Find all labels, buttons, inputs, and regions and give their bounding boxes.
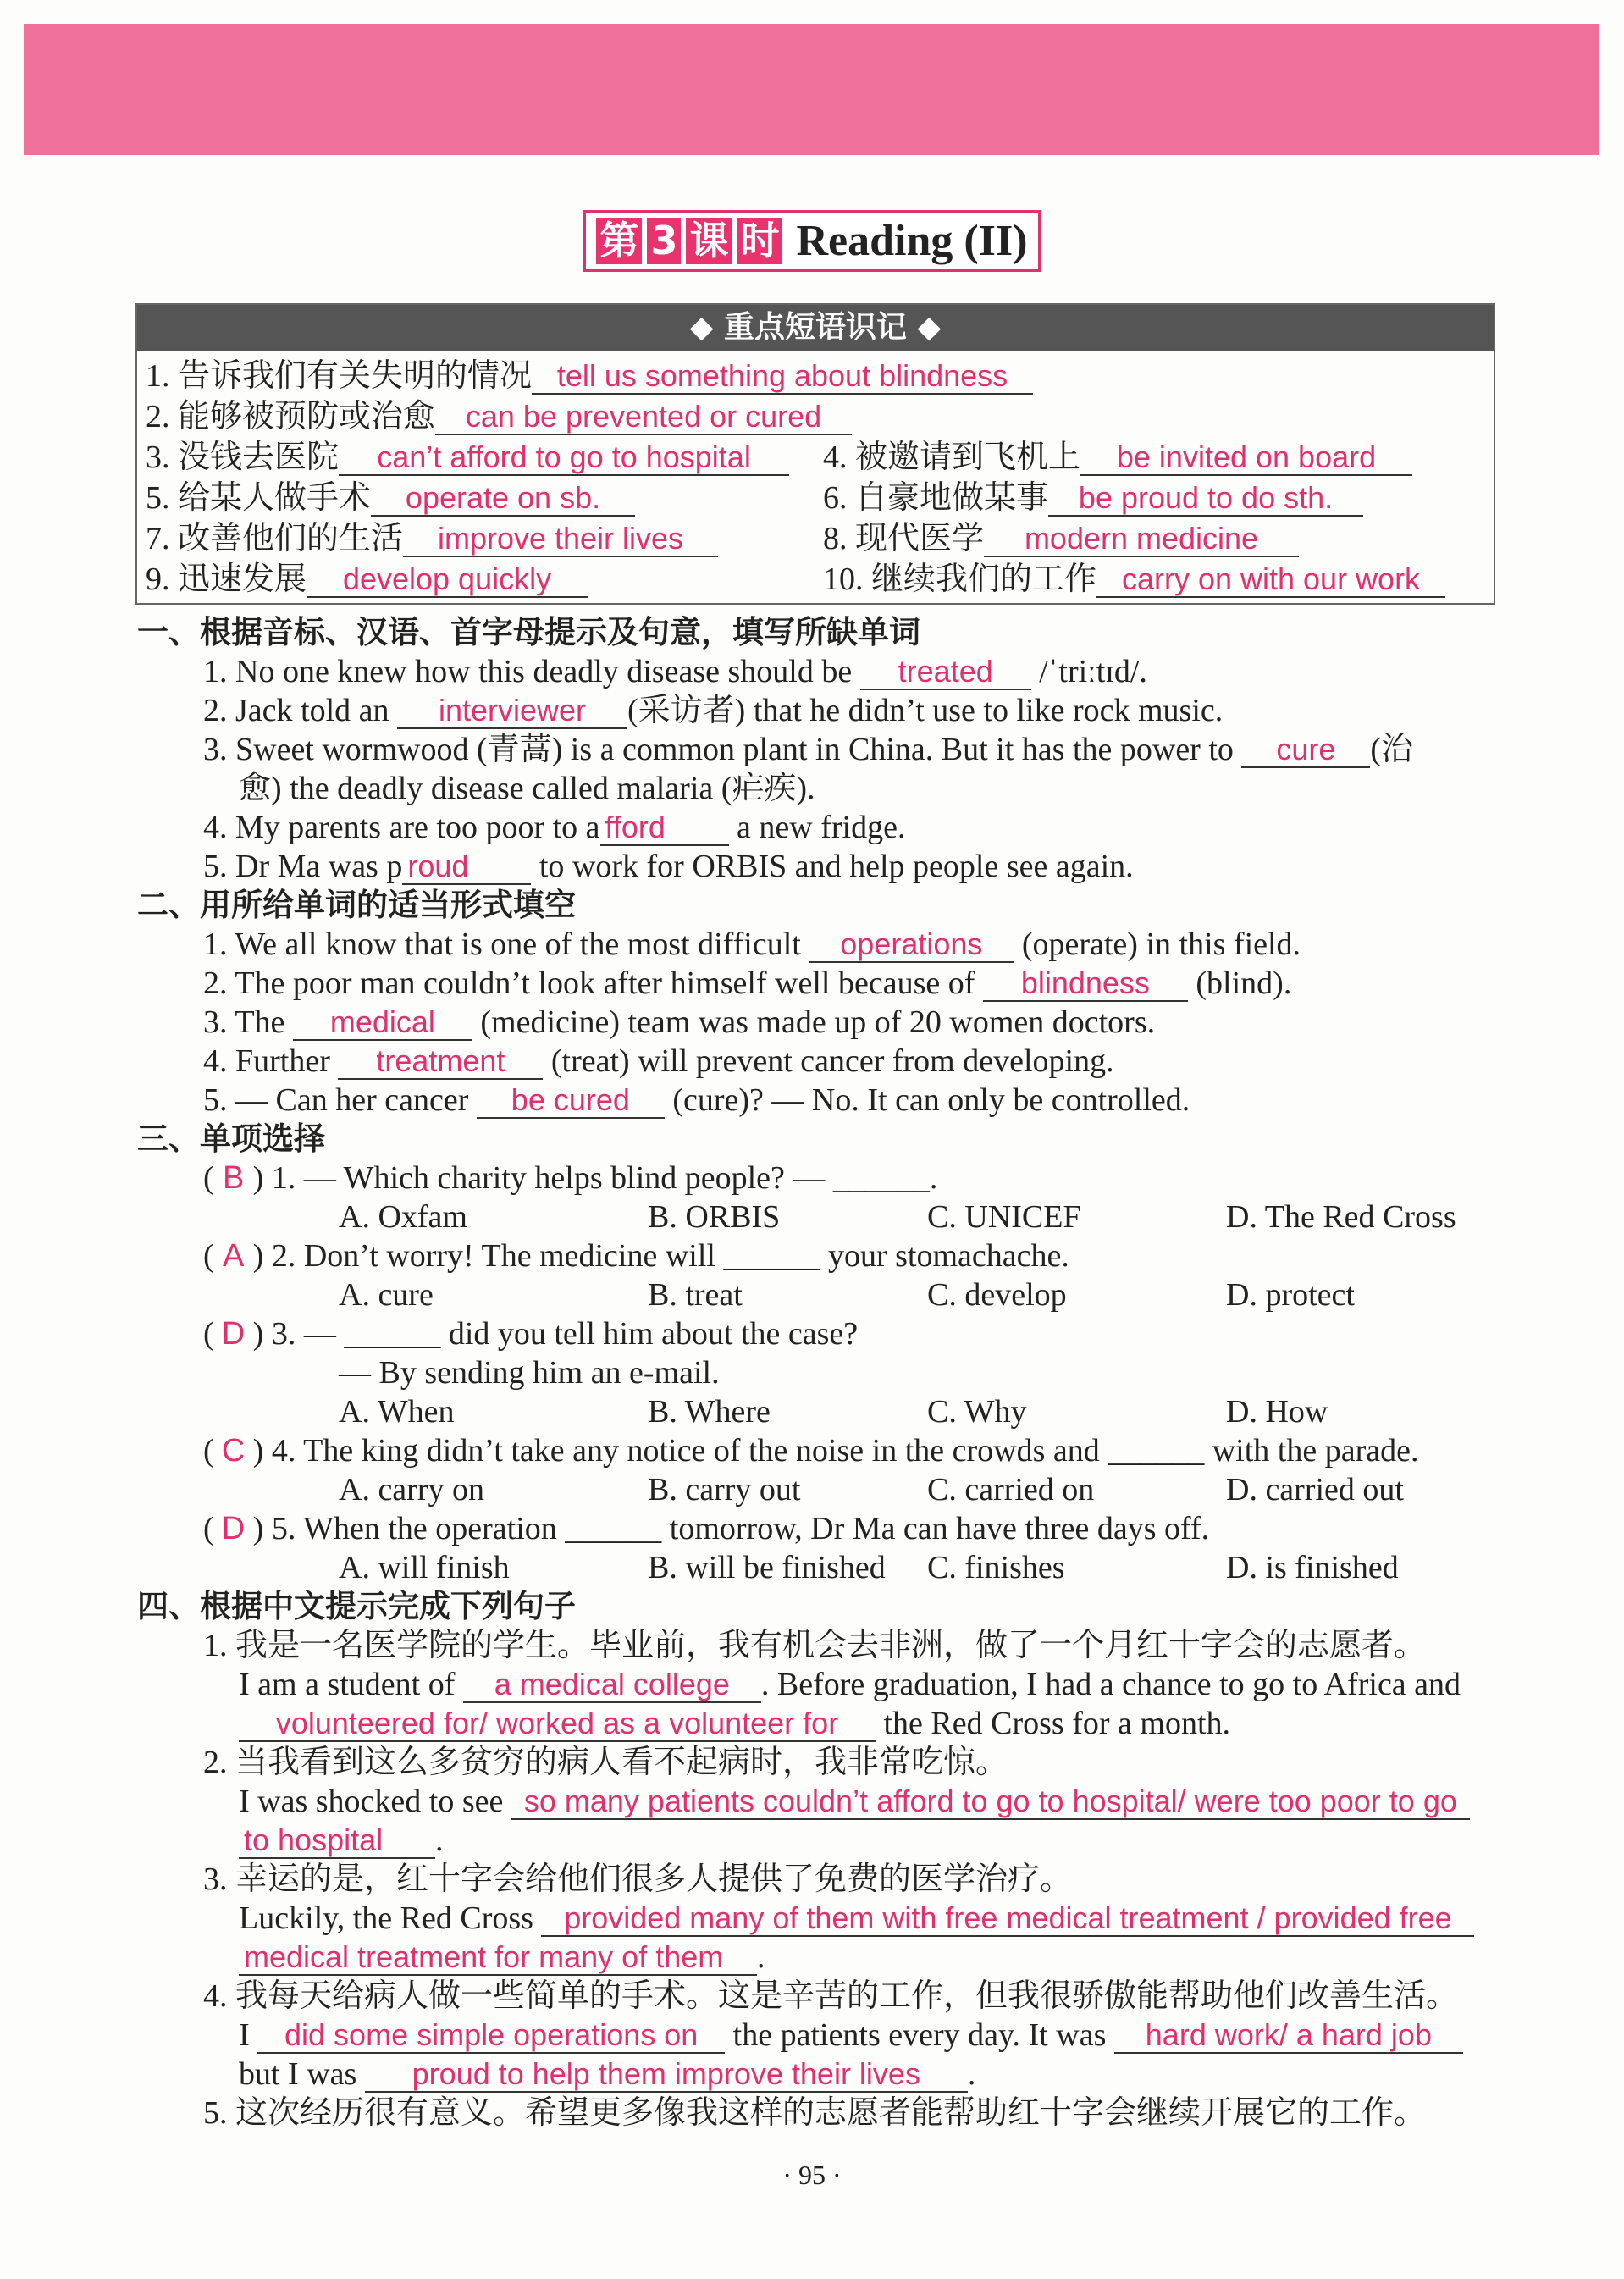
s1-question-1: 1. No one knew how this deadly disease should be treated /ˈtriːtɪd/.: [203, 654, 1147, 689]
s2-answer-1: operations: [809, 927, 1014, 963]
s2-question-2: 2. The poor man couldn’t look after himself well because of blindness (blind).: [203, 965, 1292, 1001]
phrase-answer: tell us something about blindness: [532, 358, 1033, 395]
key-phrases-box: [135, 303, 1495, 605]
s1-question-2: 2. Jack told an interviewer (采访者) that he didn’t use to like rock music.: [203, 693, 1224, 728]
mc-option: C. finishes: [927, 1550, 1065, 1585]
s4-question-3: Luckily, the Red Cross provided many of them with free medical treatment / provided free: [239, 1899, 1474, 1938]
s1-question-3-cont: 愈) the deadly disease called malaria (疟疾).: [239, 771, 815, 806]
s4-answer-4a: did some simple operations on: [257, 2017, 725, 2054]
lesson-title-text: Reading (II): [796, 217, 1028, 265]
phrase-item: 5. 给某人做手术 operate on sb.: [146, 478, 635, 518]
s2-answer-3: medical: [293, 1004, 472, 1041]
s1-question-4: 4. My parents are too poor to a fford a new fridge.: [203, 810, 906, 845]
mc-option: D. The Red Cross: [1226, 1199, 1456, 1235]
s4-answer-2a: so many patients couldn’t afford to go to hospital/ were too poor to go: [511, 1784, 1470, 1820]
s4-question-2: I was shocked to see so many patients couldn’t afford to go to hospital/ were too poor to go: [239, 1782, 1470, 1821]
mc-option: A. cure: [339, 1277, 434, 1313]
s4-question-2-cont: to hospital .: [239, 1821, 444, 1860]
s2-answer-4: treatment: [338, 1043, 543, 1080]
page-number: · 95 ·: [782, 2160, 842, 2190]
s4-answer-4c: proud to help them improve their lives: [365, 2056, 968, 2093]
phrase-item: 2. 能够被预防或治愈 can be prevented or cured: [146, 396, 852, 437]
mc-question-3: ( D ) 3. — ______ did you tell him about the case?: [203, 1316, 859, 1352]
phrase-item: 8. 现代医学 modern medicine: [823, 518, 1299, 559]
s4-question-3-cont: medical treatment for many of them .: [239, 1938, 765, 1977]
s2-question-1: 1. We all know that is one of the most difficult operations (operate) in this field.: [203, 927, 1301, 962]
key-phrases-heading: ◆ 重点短语识记 ◆: [137, 305, 1494, 351]
mc-question-4: ( C ) 4. The king didn’t take any notice of the noise in the crowds and ______ with the parade.: [203, 1433, 1419, 1469]
mc-option: D. protect: [1226, 1277, 1355, 1313]
lesson-title: [0, 210, 1624, 272]
mc-question-2: ( A ) 2. Don’t worry! The medicine will ______ your stomachache.: [203, 1238, 1069, 1274]
mc-option: C. develop: [927, 1277, 1067, 1313]
mc-option: B. ORBIS: [648, 1199, 781, 1235]
s1-answer-3: cure: [1241, 732, 1370, 768]
phrase-answer: develop quickly: [307, 561, 588, 598]
phrase-answer: can be prevented or cured: [435, 399, 852, 435]
section-4-title: 四、根据中文提示完成下列句子: [137, 1588, 576, 1624]
s2-question-3: 3. The medical (medicine) team was made up of 20 women doctors.: [203, 1004, 1156, 1040]
mc-option: B. Where: [648, 1394, 771, 1430]
phrase-item: 3. 没钱去医院 can’t afford to go to hospital: [146, 437, 789, 478]
s4-answer-1a: a medical college: [463, 1667, 761, 1703]
s1-answer-4: fford: [600, 810, 729, 846]
mc-answer-2: A: [222, 1238, 245, 1274]
s4-answer-1b: volunteered for/ worked as a volunteer for: [239, 1706, 876, 1742]
mc-option: D. carried out: [1226, 1472, 1404, 1507]
phrase-answer: improve their lives: [403, 521, 718, 557]
mc-answer-1: B: [222, 1160, 245, 1196]
s4-answer-2b: to hospital: [239, 1823, 435, 1859]
s1-answer-5: roud: [402, 849, 531, 885]
mc-option: C. Why: [927, 1394, 1027, 1430]
phrase-answer: operate on sb.: [371, 480, 635, 517]
mc-answer-5: D: [221, 1511, 246, 1546]
s2-answer-5: be cured: [477, 1082, 665, 1119]
s4-question-4-cont: but I was proud to help them improve their lives .: [239, 2056, 976, 2092]
lesson-number: 3: [647, 218, 681, 264]
phrase-answer: be invited on board: [1080, 440, 1412, 476]
s1-question-5: 5. Dr Ma was p roud to work for ORBIS and help people see again.: [203, 849, 1134, 884]
section-3-title: 三、单项选择: [137, 1120, 325, 1157]
s4-answer-4b: hard work/ a hard job: [1114, 2017, 1463, 2054]
mc-answer-4: C: [221, 1433, 246, 1469]
phrase-item: 9. 迅速发展 develop quickly: [146, 559, 588, 600]
phrase-answer: modern medicine: [984, 521, 1299, 557]
section-1-title: 一、根据音标、汉语、首字母提示及句意，填写所缺单词: [137, 614, 920, 650]
lesson-prefix: 第: [596, 218, 642, 264]
top-banner: [24, 24, 1599, 155]
mc-option: A. Oxfam: [339, 1199, 467, 1235]
mc-option: D. How: [1226, 1394, 1328, 1430]
s4-question-4: I did some simple operations on the patients every day. It was hard work/ a hard job: [239, 2016, 1463, 2055]
mc-question-3-reply: — By sending him an e-mail.: [339, 1355, 720, 1391]
s1-question-3: 3. Sweet wormwood (青蒿) is a common plant in China. But it has the power to cure (治: [203, 732, 1414, 767]
s4-question-5-cn: 5. 这次经历很有意义。希望更多像我这样的志愿者能帮助红十字会继续开展它的工作。: [203, 2095, 1427, 2131]
phrase-item: 4. 被邀请到飞机上 be invited on board: [823, 437, 1412, 478]
s4-question-1: I am a student of a medical college . Before graduation, I had a chance to go to Africa and: [239, 1667, 1461, 1702]
s4-answer-3a: provided many of them with free medical treatment / provided free: [541, 1900, 1474, 1937]
s4-answer-3b: medical treatment for many of them: [239, 1939, 757, 1976]
phrase-item: 10. 继续我们的工作 carry on with our work: [823, 559, 1445, 600]
s4-question-2-cn: 2. 当我看到这么多贫穷的病人看不起病时，我非常吃惊。: [203, 1745, 1008, 1780]
s4-question-3-cn: 3. 幸运的是，红十字会给他们很多人提供了免费的医学治疗。: [203, 1861, 1073, 1897]
s4-question-1-cn: 1. 我是一名医学院的学生。毕业前，我有机会去非洲，做了一个月红十字会的志愿者。: [203, 1628, 1427, 1663]
s2-question-4: 4. Further treatment (treat) will prevent cancer from developing.: [203, 1043, 1114, 1079]
phrase-item: 7. 改善他们的生活 improve their lives: [146, 518, 718, 559]
s4-question-1-cont: volunteered for/ worked as a volunteer for the Red Cross for a month.: [239, 1704, 1230, 1743]
mc-option: A. will finish: [339, 1550, 510, 1585]
mc-question-1: ( B ) 1. — Which charity helps blind people? — ______.: [203, 1160, 938, 1196]
s2-answer-2: blindness: [983, 965, 1188, 1002]
s1-answer-2: interviewer: [397, 693, 627, 729]
lesson-char-2: 时: [737, 218, 782, 264]
s2-question-5: 5. — Can her cancer be cured (cure)? — No. It can only be controlled.: [203, 1082, 1190, 1118]
phrase-answer: be proud to do sth.: [1048, 480, 1363, 517]
mc-option: C. carried on: [927, 1472, 1095, 1507]
lesson-char-1: 课: [686, 218, 732, 264]
mc-option: D. is finished: [1226, 1550, 1399, 1585]
mc-option: C. UNICEF: [927, 1199, 1081, 1235]
phrase-answer: can’t afford to go to hospital: [339, 440, 789, 476]
mc-answer-3: D: [221, 1316, 246, 1352]
section-2-title: 二、用所给单词的适当形式填空: [137, 887, 576, 923]
s1-answer-1: treated: [860, 654, 1031, 690]
mc-option: B. will be finished: [648, 1550, 886, 1585]
mc-option: A. carry on: [339, 1472, 484, 1507]
phrase-answer: carry on with our work: [1096, 561, 1445, 598]
mc-option: B. treat: [648, 1277, 743, 1313]
mc-option: A. When: [339, 1394, 455, 1430]
phrase-item: 6. 自豪地做某事 be proud to do sth.: [823, 478, 1363, 518]
mc-question-5: ( D ) 5. When the operation ______ tomorrow, Dr Ma can have three days off.: [203, 1511, 1210, 1546]
phrase-item: 1. 告诉我们有关失明的情况 tell us something about blindness: [146, 356, 1033, 396]
mc-option: B. carry out: [648, 1472, 801, 1507]
s4-question-4-cn: 4. 我每天给病人做一些简单的手术。这是辛苦的工作，但我很骄傲能帮助他们改善生活。: [203, 1978, 1459, 2014]
